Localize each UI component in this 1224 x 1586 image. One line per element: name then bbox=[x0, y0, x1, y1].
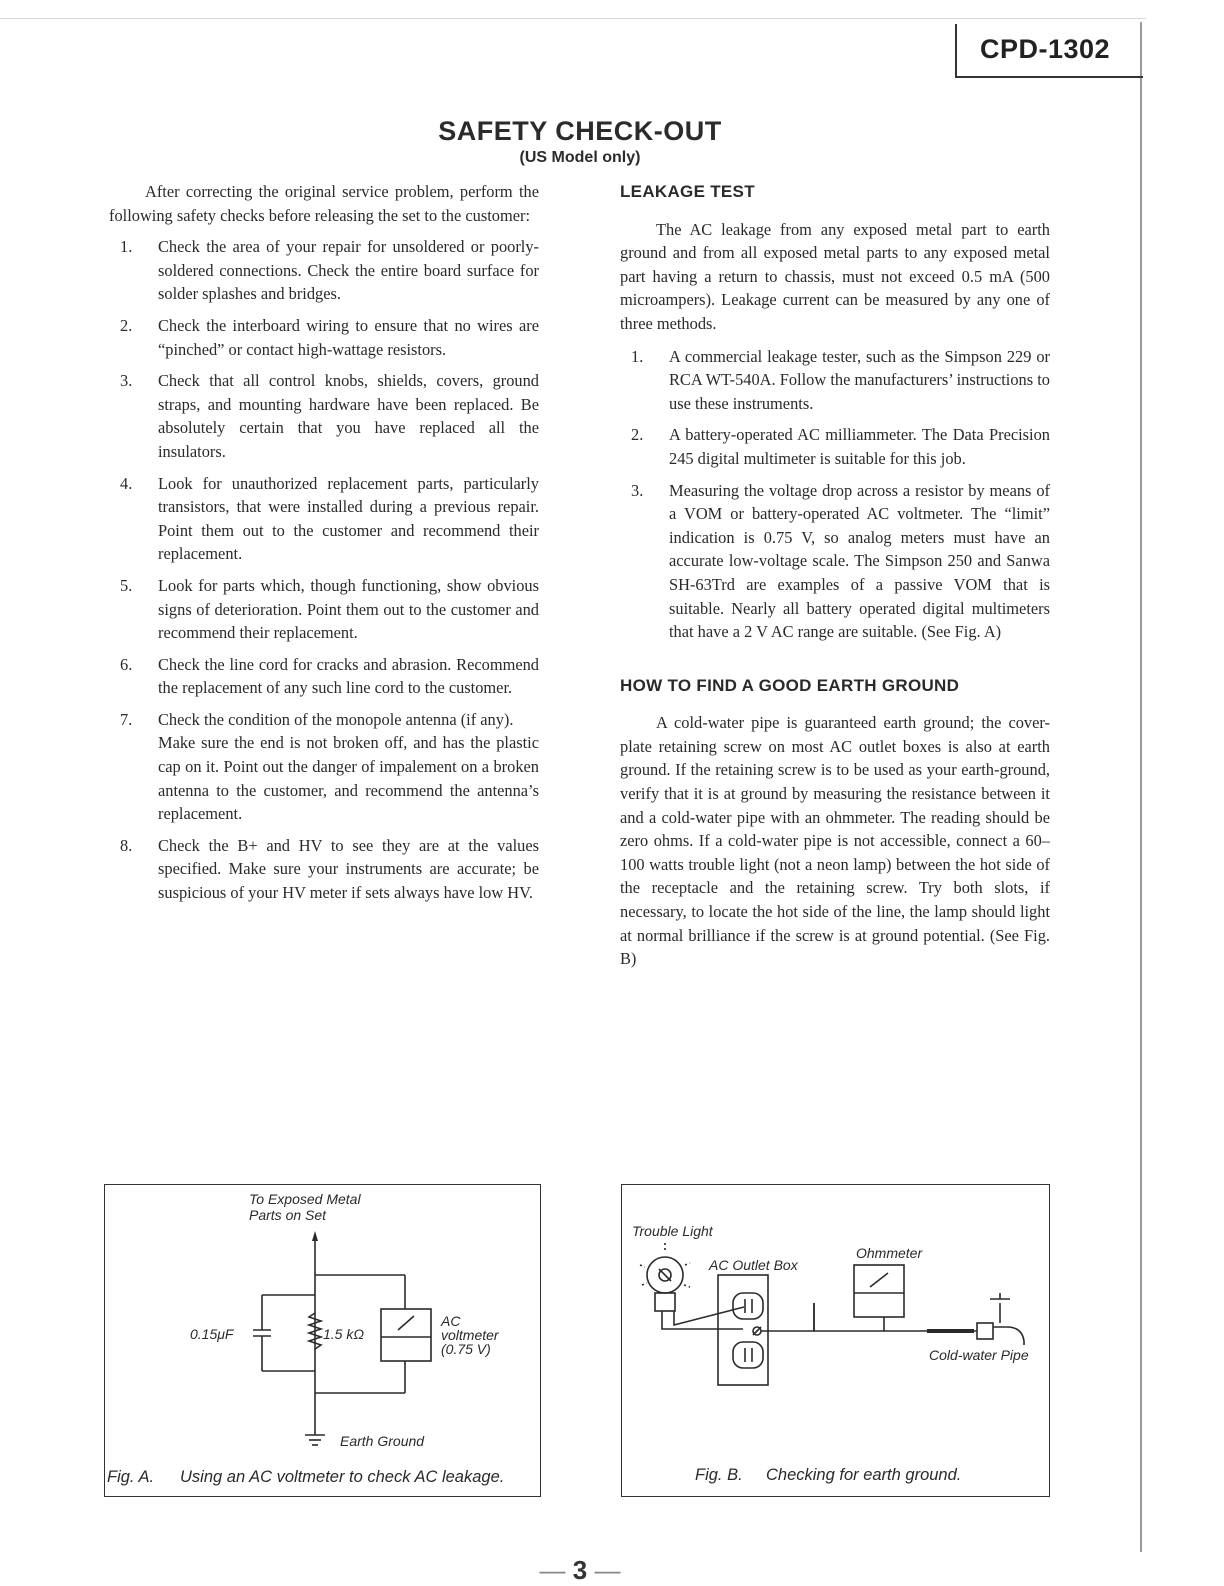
list-item bbox=[109, 653, 539, 700]
trouble-light-wire-2 bbox=[674, 1307, 744, 1325]
ohmmeter-box bbox=[854, 1265, 904, 1317]
voltmeter-label-3: (0.75 V) bbox=[441, 1341, 491, 1357]
item-text: Check the interboard wiring to ensure that no wires are “pinched” or contact high-wattage resistors. bbox=[158, 315, 539, 359]
intro-paragraph: After correcting the original service problem, perform the following safety checks before releasing the set to the customer: bbox=[109, 182, 539, 225]
item-text: A commercial leakage tester, such as the Simpson 229 or RCA WT-540A. Follow the manufacturers’ instructions to use these instruments. bbox=[669, 346, 1050, 413]
item-text: Check the area of your repair for unsoldered or poorly-soldered connections. Check the entire board surface for solder splashes and bridges. bbox=[158, 237, 539, 304]
item-number: 1. bbox=[631, 346, 644, 366]
outlet-socket-bottom bbox=[733, 1342, 763, 1368]
item-number: 3. bbox=[120, 371, 133, 391]
ohmmeter-needle bbox=[870, 1273, 888, 1287]
fig-b-caption-number: Fig. B. bbox=[695, 1466, 743, 1484]
item-number: 3. bbox=[631, 480, 644, 500]
fig-a-top-label-1: To Exposed Metal bbox=[249, 1191, 361, 1207]
list-item bbox=[109, 708, 539, 826]
resistor-label: 1.5 kΩ bbox=[323, 1326, 365, 1342]
trouble-light-label: Trouble Light bbox=[632, 1223, 713, 1239]
item-number: 2. bbox=[631, 425, 644, 445]
item-text: Check the B+ and HV to see they are at the values specified. Make sure your instruments are accurate; be suspicious of your HV meter if sets always have low HV. bbox=[158, 835, 539, 903]
list-item bbox=[109, 235, 539, 306]
page-title: SAFETY CHECK-OUT bbox=[438, 116, 722, 146]
model-number: CPD-1302 bbox=[980, 34, 1111, 64]
page-number-value: 3 bbox=[572, 1555, 588, 1585]
earth-ground-label: Earth Ground bbox=[340, 1433, 425, 1449]
figure-a bbox=[104, 1184, 541, 1497]
list-item bbox=[109, 314, 539, 361]
list-item bbox=[109, 369, 539, 463]
pipe-clamp bbox=[977, 1323, 993, 1339]
item-text: A battery-operated AC milliammeter. The Data Precision 245 digital multimeter is suitable for this job. bbox=[669, 425, 1050, 468]
list-item bbox=[620, 423, 1050, 470]
voltmeter-box bbox=[381, 1309, 431, 1361]
fig-a-caption: Using an AC voltmeter to check AC leakage. bbox=[180, 1468, 505, 1486]
safety-check-list bbox=[109, 235, 539, 904]
figure-b bbox=[621, 1184, 1050, 1497]
list-item bbox=[620, 479, 1050, 644]
fig-b-caption: Checking for earth ground. bbox=[766, 1466, 962, 1484]
cold-water-pipe-label: Cold-water Pipe bbox=[929, 1347, 1029, 1363]
resistor-zigzag bbox=[309, 1313, 321, 1349]
outlet-box-label: AC Outlet Box bbox=[709, 1257, 798, 1273]
probe-arrow bbox=[312, 1231, 318, 1241]
right-column bbox=[620, 180, 1050, 971]
fig-a-caption-number: Fig. A. bbox=[107, 1468, 155, 1486]
item-number: 6. bbox=[120, 654, 133, 674]
item-text: Look for parts which, though functioning, show obvious signs of deterioration. Point them out to the customer and recommend their replacement. bbox=[158, 575, 539, 643]
item-number: 2. bbox=[120, 315, 133, 335]
item-number: 5. bbox=[120, 575, 133, 595]
item-number: 8. bbox=[120, 835, 133, 855]
voltmeter-needle bbox=[398, 1316, 414, 1330]
leakage-test-heading: LEAKAGE TEST bbox=[620, 182, 755, 201]
leakage-method-list bbox=[620, 345, 1050, 644]
item-text: Look for unauthorized replacement parts, particularly transistors, that were installed during a previous repair. Point them out to the customer and recommend their replacement. bbox=[158, 473, 539, 564]
list-item bbox=[109, 834, 539, 905]
ohmmeter-label: Ohmmeter bbox=[856, 1245, 923, 1261]
page-subtitle: (US Model only) bbox=[519, 149, 641, 166]
item-number: 1. bbox=[120, 237, 133, 257]
item-text: Measuring the voltage drop across a resistor by means of a VOM or battery-operated AC voltmeter. The “limit” indication is 0.75 V, so analog meters must have an accurate low-voltage scale. The Simpson 250 and Sanwa SH-63Trd are examples of a passive VOM that is suitable. Nearly all battery operated digital multimeters that have a 2 V AC range are suitable. (See Fig. A) bbox=[669, 480, 1050, 642]
top-rule bbox=[0, 18, 1146, 19]
list-item bbox=[109, 472, 539, 566]
earth-ground-paragraph: A cold-water pipe is guaranteed earth ground; the cover-plate retaining screw on most AC outlet boxes is also at earth ground. If the retaining screw is to be used as your earth-ground, verify that it is at ground by measuring the resistance between it and a cold-water pipe with an ohmmeter. The reading should be zero ohms. If a cold-water pipe is not accessible, connect a 60–100 watts trouble light (not a neon lamp) between the hot side of the receptacle and the retaining screw. Try both slots, if necessary, to locate the hot side of the line, the lamp should light at normal brilliance if the screw is at ground potential. (See Fig. B) bbox=[620, 713, 1050, 969]
bulb-socket bbox=[655, 1293, 675, 1311]
item-text: Check the condition of the monopole antenna (if any). bbox=[158, 709, 514, 729]
faucet-spout bbox=[993, 1327, 1024, 1345]
item-number: 7. bbox=[120, 709, 133, 729]
item-number: 4. bbox=[120, 473, 133, 493]
list-item bbox=[109, 574, 539, 645]
list-item bbox=[620, 345, 1050, 416]
item-text: Check the line cord for cracks and abrasion. Recommend the replacement of any such line cord to the customer. bbox=[158, 654, 539, 698]
fig-a-top-label-2: Parts on Set bbox=[249, 1207, 327, 1223]
item-text-continued: Make sure the end is not broken off, and has the plastic cap on it. Point out the danger of impalement on a broken antenna to the customer, and recommend the antenna’s replacement. bbox=[158, 733, 539, 824]
voltmeter-label-2: voltmeter bbox=[441, 1327, 499, 1343]
item-text: Check that all control knobs, shields, covers, ground straps, and mounting hardware have been replaced. Be absolutely certain that you have replaced all the insulators. bbox=[158, 371, 539, 461]
earth-ground-heading: HOW TO FIND A GOOD EARTH GROUND bbox=[620, 675, 960, 695]
page-number: — 3 — bbox=[539, 1555, 621, 1585]
right-margin-rule bbox=[1140, 22, 1142, 1552]
voltmeter-label-1: AC bbox=[441, 1313, 461, 1329]
leakage-intro: The AC leakage from any exposed metal part to earth ground and from all exposed metal parts to any exposed metal part having a return to chassis, must not exceed 0.5 mA (500 microampers). Leakage current can be measured by any one of three methods. bbox=[620, 219, 1050, 333]
capacitor-label: 0.15μF bbox=[190, 1326, 234, 1342]
outlet-socket-top bbox=[733, 1293, 763, 1319]
left-column bbox=[109, 180, 539, 905]
